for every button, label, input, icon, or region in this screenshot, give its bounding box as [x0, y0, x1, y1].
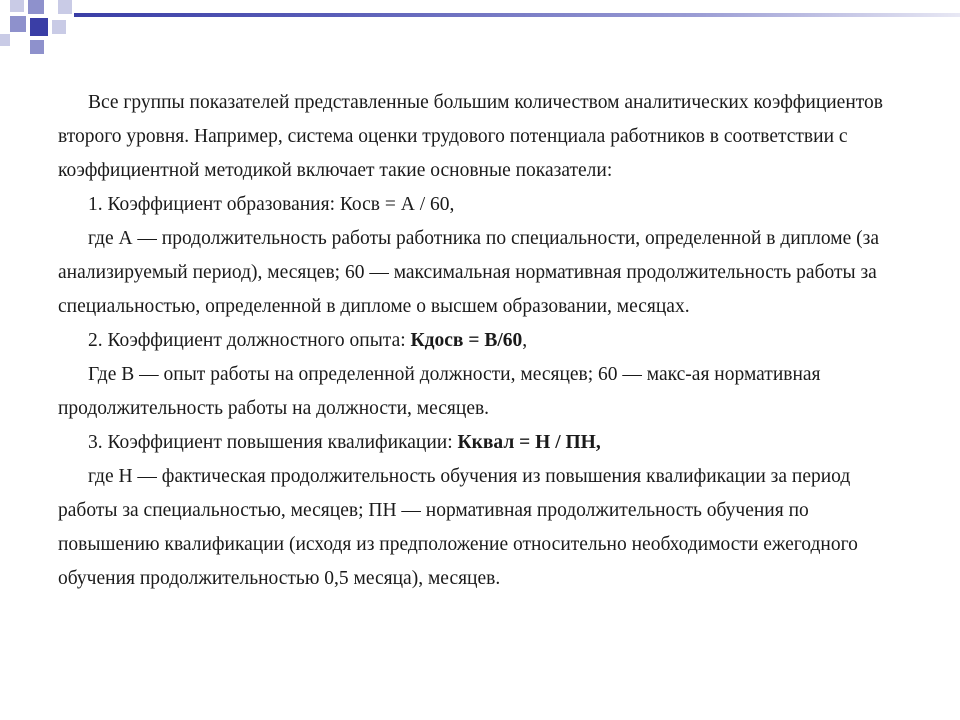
paragraph-text: Где В — опыт работы на определенной должности, месяцев; 60 — макс-ая нормативная продолжительность работы на должности, месяцев.	[58, 364, 821, 419]
square-6	[52, 20, 66, 34]
square-2	[28, 0, 44, 14]
paragraph-intro	[58, 86, 908, 188]
formula-bold: Кдосв = В/60	[410, 330, 523, 351]
paragraph-tail: ,	[522, 330, 528, 351]
paragraph-text: где Н — фактическая продолжительность обучения из повышения квалификации за период работы за специальностью, месяцев; ПН — нормативная продолжительность обучения по повышению квалификации (исходя из предположение относительно необходимости ежегодного обучения продолжительностью 0,5 месяца), месяцев.	[58, 466, 858, 589]
square-5	[30, 18, 48, 36]
paragraph-text: где А — продолжительность работы работника по специальности, определенной в дипломе (за анализируемый период), месяцев; 60 — максимальная нормативная продолжительность работы за специальностью, определенной в дипломе о высшем образовании, месяцах.	[58, 228, 879, 317]
paragraph-coef-experience	[58, 324, 908, 358]
square-7	[30, 40, 44, 54]
paragraph-coef-qualification	[58, 426, 908, 460]
slide-body	[58, 86, 908, 596]
paragraph-coef-qualification-desc	[58, 460, 908, 596]
square-8	[0, 34, 10, 46]
square-3	[58, 0, 72, 14]
square-4	[10, 16, 26, 32]
paragraph-text: 1. Коэффициент образования: Косв = А / 60,	[88, 194, 455, 215]
square-1	[10, 0, 24, 12]
paragraph-text: 2. Коэффициент должностного опыта:	[88, 330, 411, 351]
paragraph-coef-education-desc	[58, 222, 908, 324]
header-bar	[74, 13, 960, 17]
decorative-squares	[0, 0, 90, 60]
paragraph-coef-experience-desc	[58, 358, 908, 426]
paragraph-text: 3. Коэффициент повышения квалификации:	[88, 432, 458, 453]
paragraph-text: Все группы показателей представленные большим количеством аналитических коэффициентов второго уровня. Например, система оценки трудового потенциала работников в соответствии с коэффициентной методикой включает такие основные показатели:	[58, 92, 883, 181]
paragraph-coef-education	[58, 188, 908, 222]
formula-bold: Кквал = Н / ПН,	[457, 432, 601, 453]
